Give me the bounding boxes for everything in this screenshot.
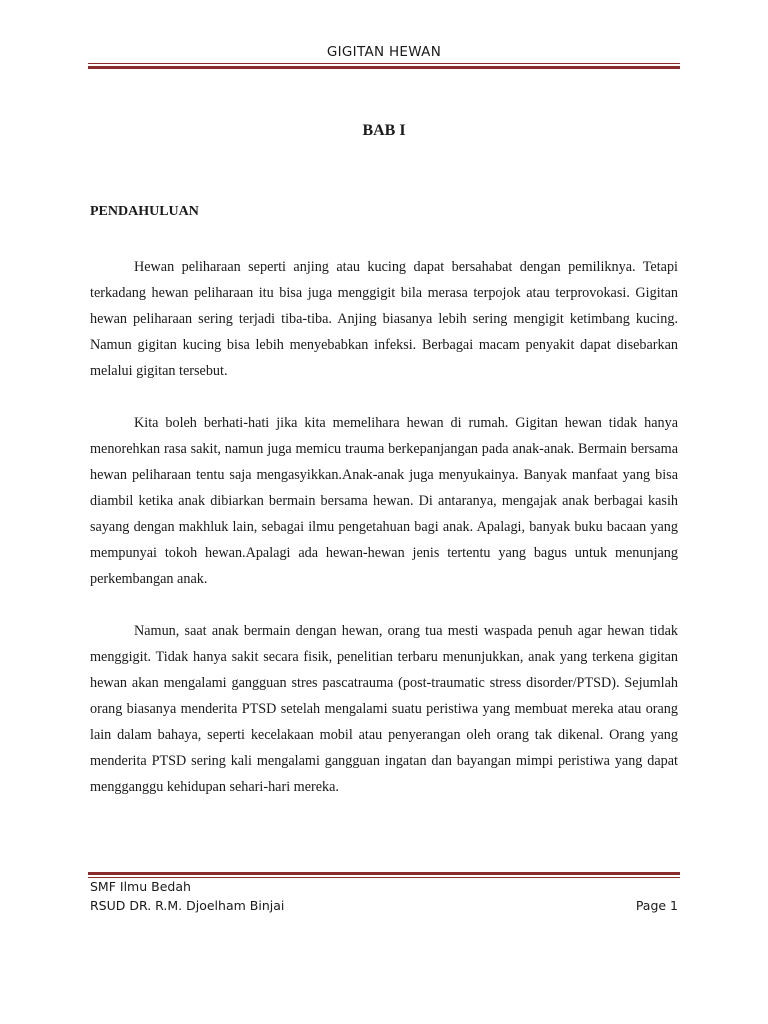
body-text — [90, 254, 678, 826]
section-heading: PENDAHULUAN — [90, 204, 199, 219]
page-number: Page 1 — [635, 898, 678, 913]
footer-rule — [88, 872, 680, 875]
footer-hospital: RSUD DR. R.M. Djoelham Binjai — [90, 898, 285, 913]
footer-line — [90, 898, 678, 913]
paragraph-1: Hewan peliharaan seperti anjing atau kucing dapat bersahabat dengan pemiliknya. Tetapi terkadang hewan peliharaan itu bisa juga menggigit bila merasa terpojok atau terprovokasi. Gigitan hewan peliharaan sering terjadi tiba-tiba. Anjing biasanya lebih sering mengigit ketimbang kucing. Namun gigitan kucing bisa lebih menyebabkan infeksi. Berbagai macam penyakit dapat disebarkan melalui gigitan tersebut. — [90, 259, 678, 379]
footer-department: SMF Ilmu Bedah — [90, 879, 191, 894]
paragraph-3: Namun, saat anak bermain dengan hewan, orang tua mesti waspada penuh agar hewan tidak menggigit. Tidak hanya sakit secara fisik, penelitian terbaru menunjukkan, anak yang terkena gigitan hewan akan mengalami gangguan stres pascatrauma (post-traumatic stress disorder/PTSD). Sejumlah orang biasanya menderita PTSD setelah mengalami suatu peristiwa yang membuat mereka atau orang lain dalam bahaya, seperti kecelakaan mobil atau penyerangan oleh orang tak dikenal. Orang yang menderita PTSD sering kali mengalami gangguan ingatan dan bayangan mimpi peristiwa yang dapat mengganggu kehidupan sehari-hari mereka. — [90, 623, 678, 795]
chapter-heading: BAB I — [362, 122, 406, 139]
paragraph-2: Kita boleh berhati-hati jika kita memelihara hewan di rumah. Gigitan hewan tidak hanya menorehkan rasa sakit, namun juga memicu trauma berkepanjangan pada anak-anak. Bermain bersama hewan peliharaan tentu saja mengasyikkan.Anak-anak juga menyukainya. Banyak manfaat yang bisa diambil ketika anak dibiarkan bermain bersama hewan. Di antaranya, mengajak anak berbagai kasih sayang dengan makhluk lain, sebagai ilmu pengetahuan bagi anak. Apalagi, banyak buku bacaan yang mempunyai tokoh hewan.Apalagi ada hewan-hewan jenis tertentu yang bagus untuk menunjang perkembangan anak. — [90, 415, 678, 587]
running-header-title: GIGITAN HEWAN — [326, 44, 442, 60]
header-rule — [88, 63, 680, 64]
